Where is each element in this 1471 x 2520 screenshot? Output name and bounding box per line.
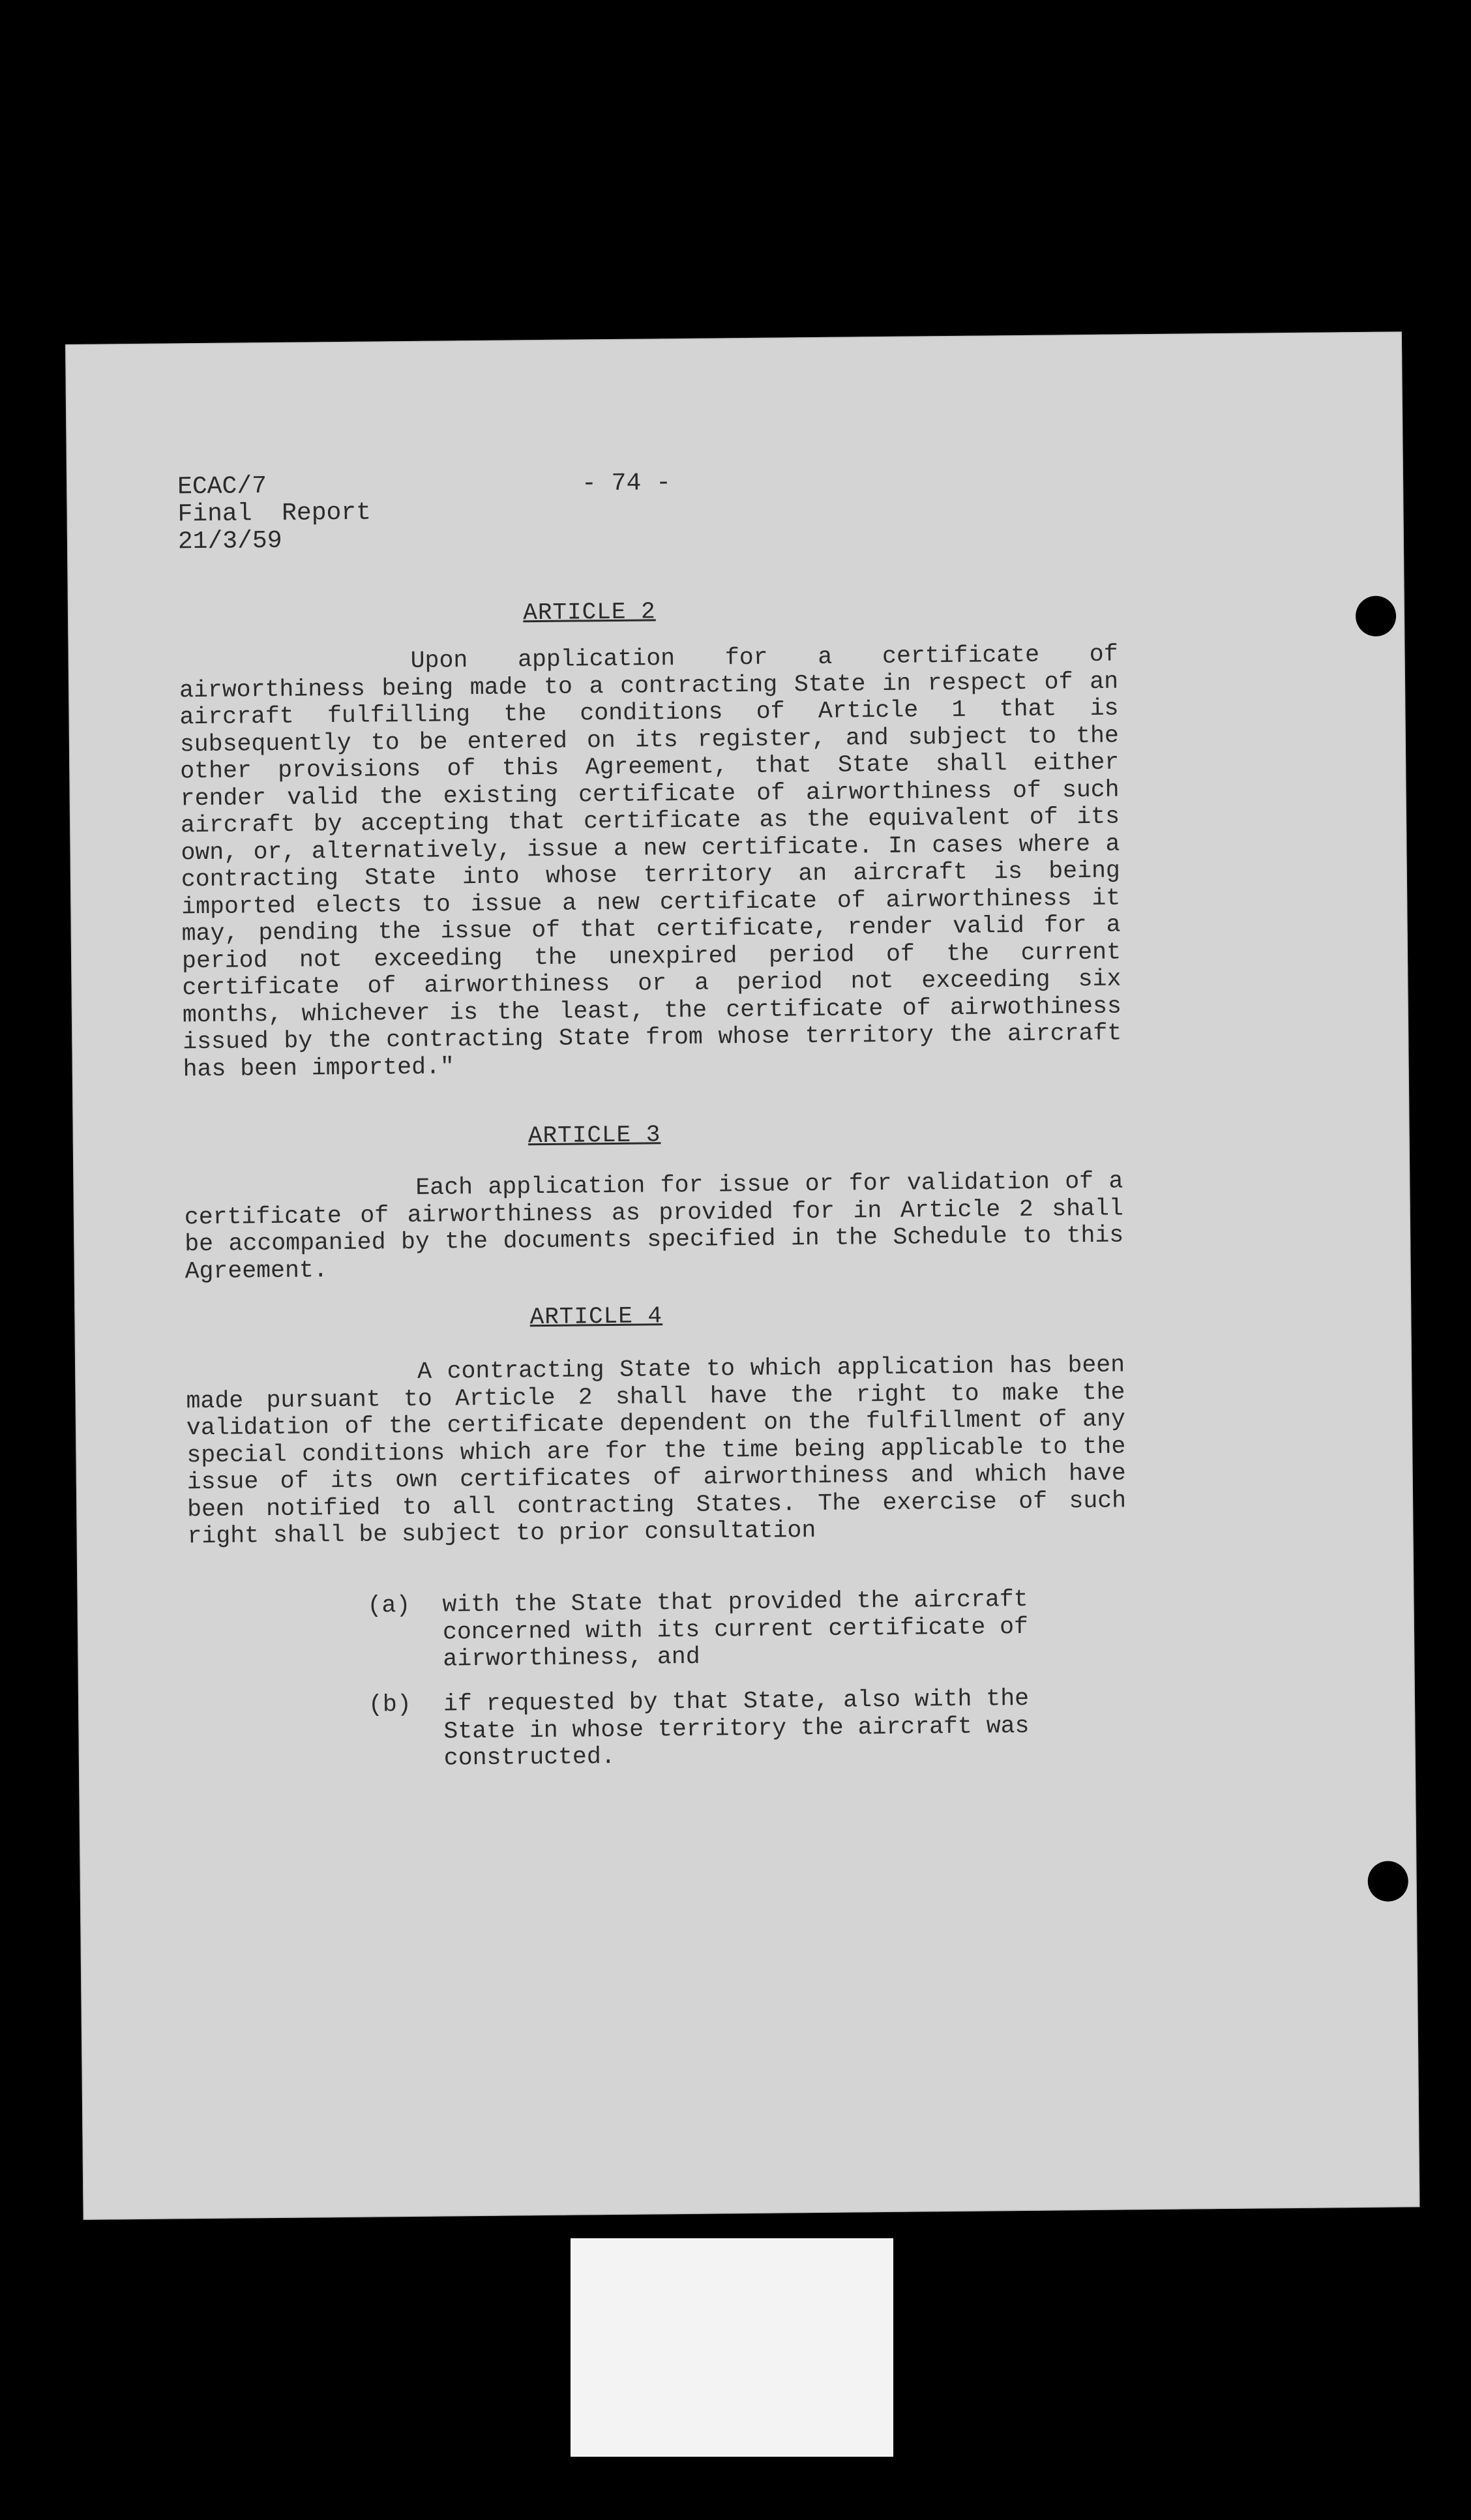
reference-line: 21/3/59 — [177, 526, 282, 556]
reference-line: Final Report — [177, 498, 372, 529]
list-item-b — [368, 1684, 1138, 1772]
article-3-text: Each application for issue or for validation of a certificate of airworthiness as provided for in Article 2 shall be accompanied by the documents specified in the Schedule to this Agreement. — [184, 1167, 1124, 1285]
document-page — [65, 331, 1420, 2220]
article-2-text: Upon application for a certificate of airworthiness being made to a contracting State in respect of an aircraft fulfilling the conditions of Article 1 that is subsequently to be entered on its register, and subject to the other provisions of this Agreement, that State shall either render valid the existing certificate of airworthiness of such aircraft by accepting that certificate as the equivalent of its own, or, alternatively, issue a new certificate. In cases where a contracting State into whose territory an aircraft is being imported elects to issue a new certificate of airworthiness it may, pending the issue of that certificate, render valid for a period not exceeding the unexpired period of the current certificate of airworthiness or a period not exceeding six months, whichever is the least, the certificate of airwothiness issued by the contracting State from whose territory the aircraft has been imported." — [179, 640, 1122, 1083]
article-4-heading: ARTICLE 4 — [529, 1302, 663, 1331]
list-item-text: if requested by that State, also with the State in whose territory the aircraft was constructed. — [443, 1685, 1030, 1772]
document-reference — [177, 472, 372, 556]
page-number: - 74 - — [581, 469, 672, 498]
list-item-label: (b) — [368, 1691, 411, 1718]
punch-hole-bottom — [1367, 1861, 1408, 1902]
punch-hole-top — [1356, 595, 1397, 637]
blank-paper-slip — [571, 2238, 893, 2457]
list-item-label: (a) — [367, 1592, 411, 1619]
article-4-text: A contracting State to which application has been made pursuant to Article 2 shall have the right to make the validation of the certificate dependent on the fulfillment of any special conditions which are for the time being applicable to the issue of its own certificates of airworthiness and which have been notified to all contracting States. The exercise of such right shall be subject to prior consultation — [186, 1351, 1127, 1550]
list-item-text: with the State that provided the aircraft concerned with its current certificate of airworthiness, and — [442, 1585, 1029, 1673]
list-item-a — [367, 1585, 1137, 1673]
article-2-heading: ARTICLE 2 — [523, 598, 656, 627]
article-3-heading: ARTICLE 3 — [527, 1121, 661, 1150]
reference-line: ECAC/7 — [177, 472, 267, 502]
